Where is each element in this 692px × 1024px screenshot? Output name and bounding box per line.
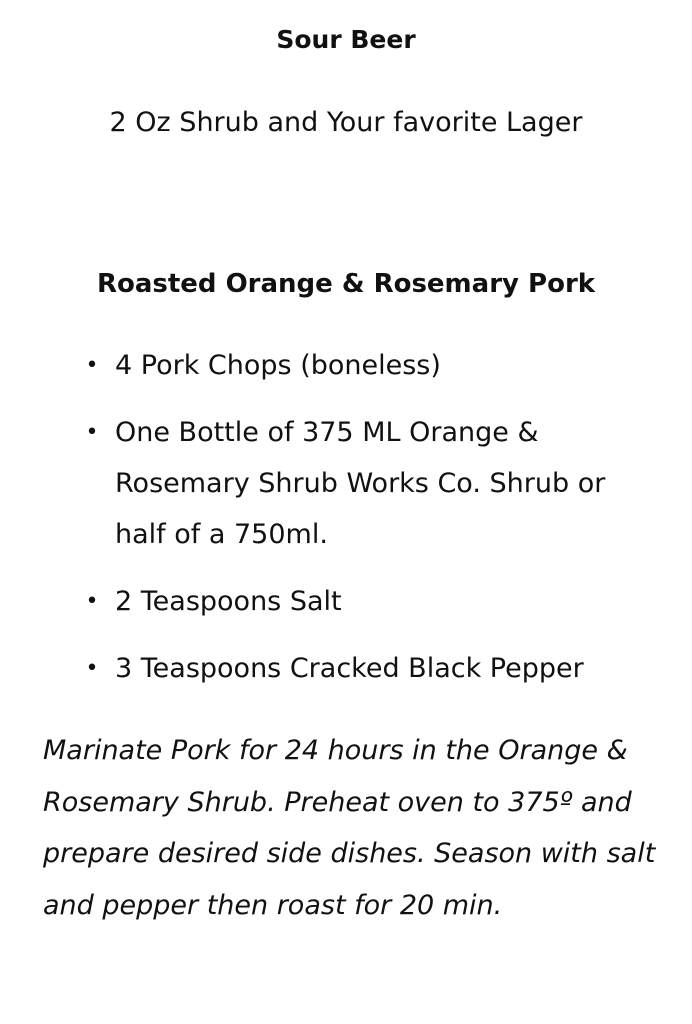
ingredient-text: 2 Teaspoons Salt [115, 586, 342, 617]
sour-beer-title: Sour Beer [276, 25, 416, 54]
cooking-instructions: Marinate Pork for 24 hours in the Orange & Rosemary Shrub. Preheat oven to 375º and prepare desired side dishes. Season with salt and pepper then roast for 20 min. [43, 735, 656, 921]
ingredient-text: 4 Pork Chops (boneless) [115, 350, 441, 381]
sour-beer-description: 2 Oz Shrub and Your favorite Lager [109, 107, 583, 138]
scrollbar[interactable] [680, 0, 692, 1024]
bullet-icon: • [85, 656, 99, 681]
pork-recipe-title: Roasted Orange & Rosemary Pork [96, 269, 596, 299]
bullet-icon: • [85, 353, 99, 378]
bullet-icon: • [85, 589, 99, 614]
ingredient-text: 3 Teaspoons Cracked Black Pepper [115, 653, 584, 684]
bullet-icon: • [85, 420, 99, 445]
ingredient-text: One Bottle of 375 ML Orange & Rosemary Shrub Works Co. Shrub or half of a 750ml. [115, 417, 606, 550]
